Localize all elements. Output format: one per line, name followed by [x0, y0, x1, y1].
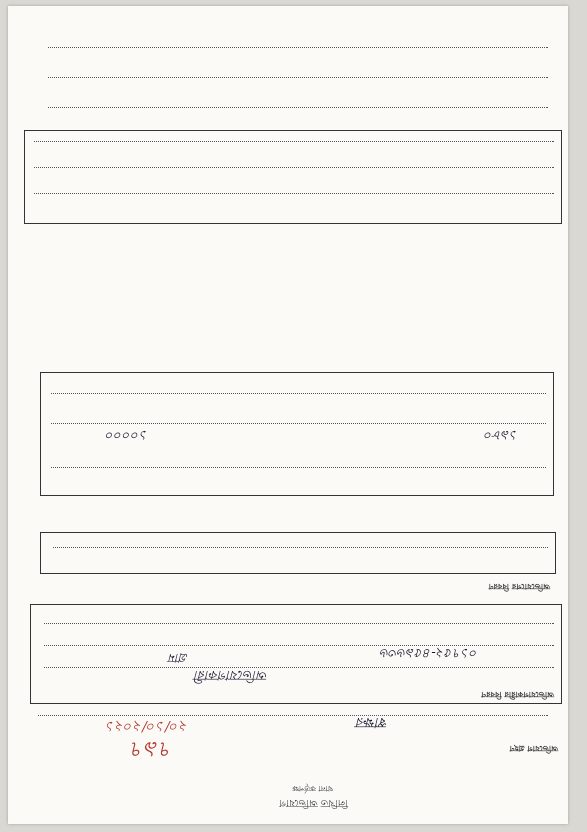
number-field: ১০০০০: [105, 427, 148, 442]
dotted-line: [34, 193, 554, 194]
statement-box: [40, 532, 556, 574]
signature-text: স্বাক্ষর: [356, 714, 388, 730]
section-complainant: অভিযোগকারীর বিবরণ: [481, 690, 554, 699]
document-page: [8, 6, 568, 824]
section-intake: অভিযোগ গ্রহণ: [509, 744, 558, 753]
dotted-line: [48, 77, 548, 78]
amount: ১৯৮০: [484, 427, 518, 442]
section-statement: অভিযোগের বিবরণ: [488, 582, 550, 591]
dotted-line: [51, 423, 546, 424]
form-title: লিখিত অভিযোগ: [279, 797, 348, 808]
dotted-line: [48, 47, 548, 48]
registration-date: ২০/১০/২০২১: [105, 718, 188, 734]
signature-line: [38, 715, 548, 716]
phone-number: ০১৭৫২-৪৫৯৬৩৬: [380, 645, 478, 660]
village: গ্রাম: [168, 651, 188, 665]
dotted-line: [51, 467, 546, 468]
dotted-line: [51, 393, 546, 394]
dotted-line: [44, 645, 554, 646]
form-content: [8, 6, 568, 824]
registration-number: ৭৯৭: [130, 736, 173, 761]
dotted-line: [44, 667, 554, 668]
office-label: থানা কর্তৃপক্ষ: [292, 784, 333, 793]
dotted-line: [48, 107, 548, 108]
dotted-line: [53, 547, 548, 548]
dotted-line: [34, 167, 554, 168]
complainant-name: অভিযোগকারী: [194, 667, 268, 682]
dotted-line: [44, 623, 554, 624]
narrative-box: [24, 130, 562, 224]
dotted-line: [34, 141, 554, 142]
